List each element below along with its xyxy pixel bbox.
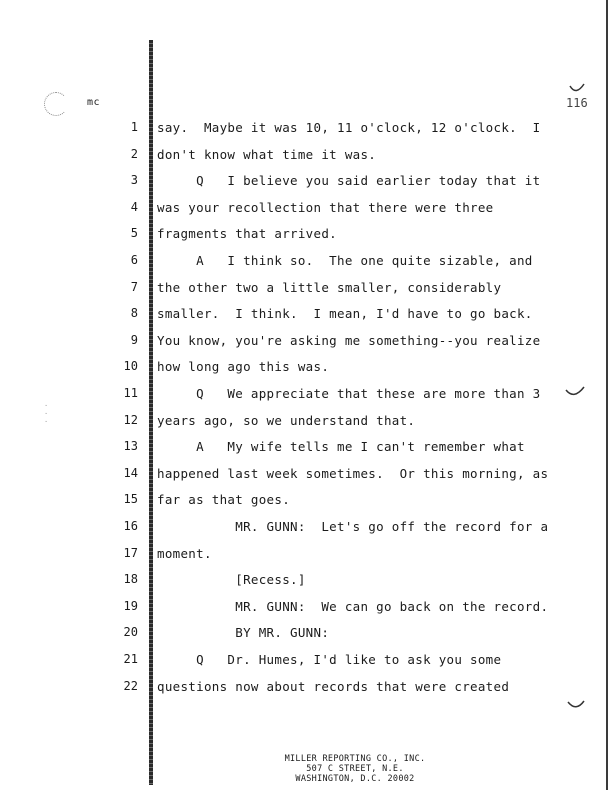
line-text: happened last week sometimes. Or this morning, as [157, 465, 549, 481]
line-text: Q Dr. Humes, I'd like to ask you some [157, 652, 502, 667]
line-text: questions now about records that were created [157, 678, 510, 694]
line-text: BY MR. GUNN: [157, 625, 330, 641]
line-number: 7 [130, 279, 138, 294]
transcript-line [0, 359, 606, 379]
transcript-line [0, 546, 606, 566]
transcript-line [0, 625, 606, 645]
transcript-line [0, 280, 606, 300]
transcript-line [0, 386, 606, 406]
line-number: 8 [130, 306, 138, 321]
line-text: don't know what time it was. [157, 146, 377, 162]
reporter-footer [260, 754, 450, 784]
line-number: 6 [130, 253, 138, 267]
transcript-line [0, 253, 606, 273]
transcript-line [0, 572, 606, 592]
transcript-line [0, 200, 606, 220]
transcript-line [0, 173, 606, 193]
transcript-line [0, 492, 606, 512]
handwritten-mark-icon [566, 698, 588, 714]
line-text: smaller. I think. I mean, I'd have to go back. [157, 306, 533, 322]
transcript-line [0, 226, 606, 246]
line-number: 1 [130, 120, 138, 134]
line-text: MR. GUNN: We can go back on the record. [157, 598, 549, 614]
line-number: 18 [123, 572, 138, 587]
line-text: far as that goes. [157, 492, 291, 508]
line-number: 9 [130, 332, 138, 347]
right-page-edge [606, 0, 608, 790]
line-text: A My wife tells me I can't remember what [157, 439, 525, 455]
footer-street: 507 C STREET, N.E. [306, 764, 404, 774]
line-number: 14 [123, 465, 138, 480]
line-text: [Recess.] [157, 572, 306, 588]
transcript-line [0, 333, 606, 353]
line-number: 19 [123, 598, 138, 613]
line-number: 20 [123, 625, 138, 640]
reporter-initials: mc [87, 97, 101, 108]
line-number: 13 [123, 439, 138, 454]
line-number: 16 [123, 519, 138, 533]
transcript-line [0, 652, 606, 672]
transcript-line [0, 599, 606, 619]
line-number: 21 [123, 652, 138, 666]
line-text: the other two a little smaller, considerably [157, 279, 502, 295]
footer-city: WASHINGTON, D.C. 20002 [295, 774, 415, 784]
transcript-line [0, 413, 606, 433]
margin-speck: · · · [44, 402, 49, 426]
transcript-line [0, 147, 606, 167]
transcript-line [0, 466, 606, 486]
page-number: 116 [566, 96, 588, 110]
margin-smudge-mark [44, 92, 68, 116]
transcript-line [0, 120, 606, 140]
footer-company: MILLER REPORTING CO., INC. [284, 754, 426, 764]
line-number: 12 [123, 412, 138, 427]
line-text: how long ago this was. [157, 359, 330, 375]
transcript-line [0, 439, 606, 459]
line-number: 10 [123, 359, 138, 374]
transcript-line [0, 519, 606, 539]
line-text: A I think so. The one quite sizable, and [157, 253, 533, 268]
line-text: You know, you're asking me something--you realize [157, 332, 541, 348]
line-number: 2 [130, 146, 138, 161]
line-number: 11 [123, 386, 138, 400]
line-text: Q I believe you said earlier today that it [157, 173, 541, 189]
line-number: 4 [130, 199, 138, 214]
line-text: say. Maybe it was 10, 11 o'clock, 12 o'clock. I [157, 120, 541, 135]
transcript-line [0, 679, 606, 699]
handwritten-mark-icon [568, 82, 588, 98]
line-number: 3 [130, 173, 138, 188]
transcript-line [0, 306, 606, 326]
line-number: 15 [123, 492, 138, 507]
line-text: Q We appreciate that these are more than 3 [157, 386, 541, 401]
line-text: MR. GUNN: Let's go off the record for a [157, 519, 549, 534]
line-number: 22 [123, 678, 138, 693]
line-text: years ago, so we understand that. [157, 412, 416, 428]
line-number: 17 [123, 545, 138, 560]
line-text: was your recollection that there were three [157, 199, 494, 215]
line-text: fragments that arrived. [157, 226, 337, 242]
line-number: 5 [130, 226, 138, 241]
line-text: moment. [157, 545, 212, 561]
